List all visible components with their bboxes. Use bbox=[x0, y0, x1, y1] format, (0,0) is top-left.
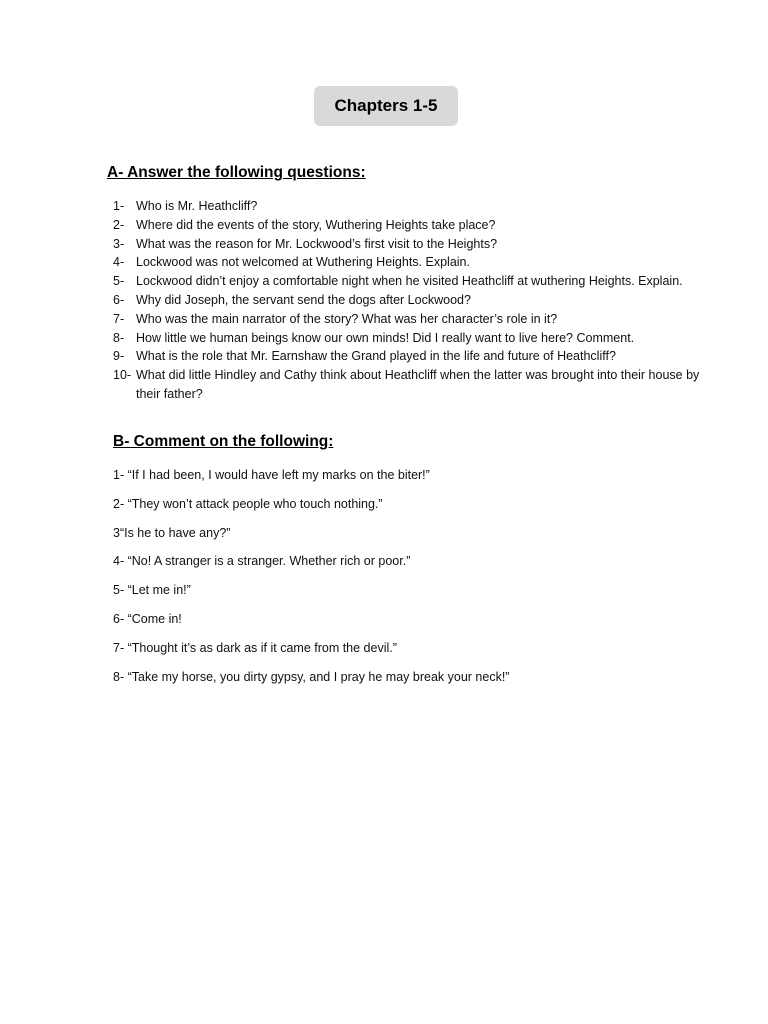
question-number: 4- bbox=[113, 255, 125, 270]
comment-item: 1- “If I had been, I would have left my marks on the biter!” bbox=[113, 468, 430, 482]
question-item bbox=[113, 291, 703, 310]
question-text: Why did Joseph, the servant send the dogs after Lockwood? bbox=[136, 292, 471, 307]
question-number: 1- bbox=[113, 199, 125, 213]
question-item bbox=[113, 197, 703, 216]
question-number: 6- bbox=[113, 292, 125, 307]
comment-item: 3“Is he to have any?” bbox=[113, 525, 231, 540]
question-text: Who is Mr. Heathcliff? bbox=[136, 199, 258, 213]
question-number: 10- bbox=[113, 368, 132, 383]
question-text: Where did the events of the story, Wuthering Heights take place? bbox=[136, 217, 496, 232]
chapter-title: Chapters 1-5 bbox=[314, 86, 458, 126]
question-text: Lockwood didn’t enjoy a comfortable night when he visited Heathcliff at wuthering Heights. Explain. bbox=[136, 274, 683, 289]
question-number: 3- bbox=[113, 236, 125, 251]
comment-item: 2- “They won’t attack people who touch nothing.” bbox=[113, 496, 383, 511]
section-b-heading: B- Comment on the following: bbox=[113, 433, 334, 450]
question-text: Who was the main narrator of the story? What was her character’s role in it? bbox=[136, 311, 558, 326]
comment-item: 6- “Come in! bbox=[113, 611, 182, 626]
question-item bbox=[113, 272, 703, 291]
question-item bbox=[113, 235, 703, 254]
question-item bbox=[113, 253, 703, 272]
comment-item: 8- “Take my horse, you dirty gypsy, and I pray he may break your neck!” bbox=[113, 669, 510, 684]
question-text: What is the role that Mr. Earnshaw the Grand played in the life and future of Heathcliff? bbox=[136, 349, 616, 364]
question-number: 9- bbox=[113, 349, 125, 364]
comment-item: 7- “Thought it’s as dark as if it came from the devil.” bbox=[113, 640, 397, 655]
question-number: 8- bbox=[113, 330, 125, 345]
question-item bbox=[113, 216, 703, 235]
question-text: How little we human beings know our own minds! Did I really want to live here? Comment. bbox=[136, 330, 635, 345]
question-list bbox=[113, 197, 703, 404]
question-number: 2- bbox=[113, 217, 125, 232]
section-a-heading: A- Answer the following questions: bbox=[107, 164, 366, 181]
question-item bbox=[113, 329, 703, 348]
question-item bbox=[113, 347, 703, 366]
question-text: What was the reason for Mr. Lockwood’s first visit to the Heights? bbox=[136, 236, 498, 251]
question-text: Lockwood was not welcomed at Wuthering Heights. Explain. bbox=[136, 255, 470, 270]
comment-list bbox=[113, 466, 703, 696]
question-text: What did little Hindley and Cathy think about Heathcliff when the latter was brought into their house by their father? bbox=[136, 368, 700, 401]
question-item bbox=[113, 310, 703, 329]
comment-item: 5- “Let me in!” bbox=[113, 583, 191, 598]
question-item bbox=[113, 366, 703, 404]
question-number: 7- bbox=[113, 311, 125, 326]
question-number: 5- bbox=[113, 274, 125, 289]
comment-item: 4- “No! A stranger is a stranger. Whether rich or poor.” bbox=[113, 554, 411, 569]
